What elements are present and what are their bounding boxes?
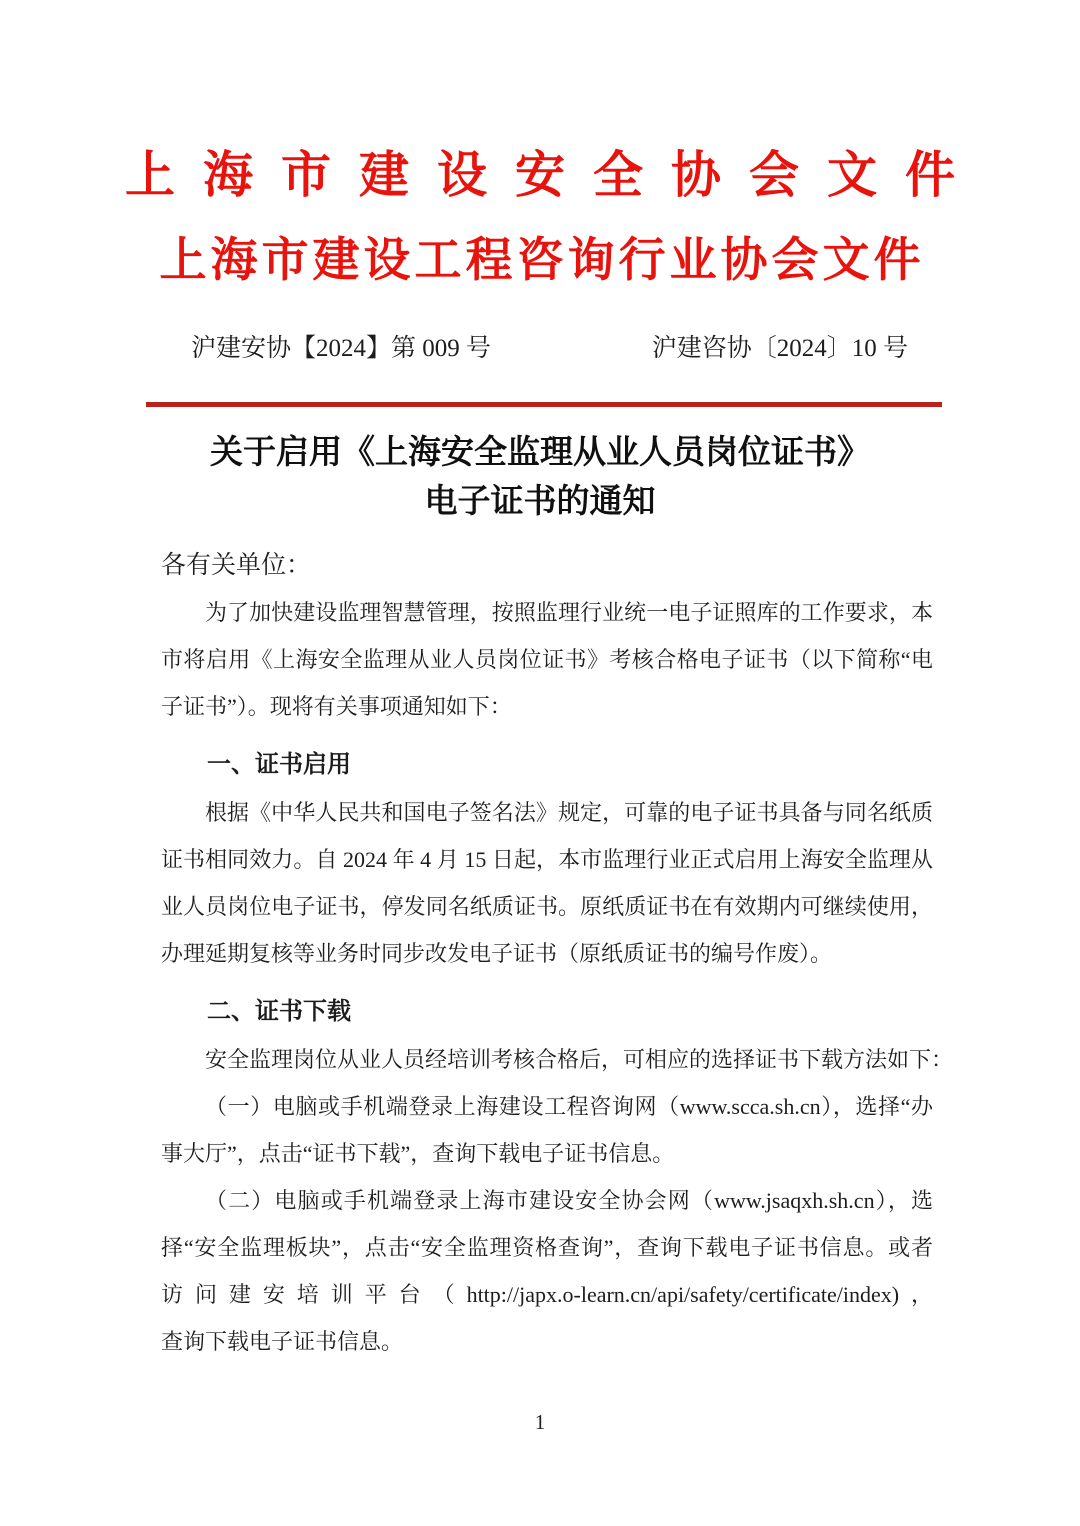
paragraph — [161, 1177, 933, 1365]
body-line: （二）电脑或手机端登录上海市建设安全协会网（www.jsaqxh.sh.cn），选 — [205, 1188, 933, 1213]
body-line: （一）电脑或手机端登录上海建设工程咨询网（www.scca.sh.cn），选择“办 — [205, 1094, 933, 1119]
paragraph — [161, 1036, 954, 1083]
body-line: 访问建安培训平台（http://japx.o-learn.cn/api/safety/certificate/index)， — [161, 1282, 933, 1307]
body-line: 择“安全监理板块”，点击“安全监理资格查询”，查询下载电子证书信息。或者 — [161, 1235, 933, 1260]
notice-title-line2: 电子证书的通知 — [424, 484, 656, 520]
doc-number-right: 沪建咨协〔2024〕10 号 — [651, 335, 908, 362]
paragraph — [161, 589, 933, 730]
body-line: 办理延期复核等业务时同步改发电子证书（原纸质证书的编号作废）。 — [161, 941, 833, 966]
body-line: 业人员岗位电子证书，停发同名纸质证书。原纸质证书在有效期内可继续使用， — [161, 894, 933, 919]
body-line: 安全监理岗位从业人员经培训考核合格后，可相应的选择证书下载方法如下： — [205, 1047, 954, 1072]
paragraph — [161, 789, 933, 977]
salutation — [161, 542, 933, 589]
red-divider-line — [146, 402, 942, 407]
section-heading — [161, 742, 933, 789]
paragraph — [161, 1083, 933, 1177]
body-line: 一、证书启用 — [207, 752, 351, 778]
body-line: 查询下载电子证书信息。 — [161, 1329, 404, 1354]
document-numbers-row — [191, 334, 908, 364]
notice-title-line1: 关于启用《上海安全监理从业人员岗位证书》 — [210, 435, 870, 471]
body-line: 二、证书下载 — [207, 999, 351, 1025]
section-heading — [161, 989, 933, 1036]
body-line: 市将启用《上海安全监理从业人员岗位证书》考核合格电子证书（以下简称“电 — [161, 647, 933, 672]
body-line: 事大厅”，点击“证书下载”，查询下载电子证书信息。 — [161, 1141, 675, 1166]
body-line: 子证书”）。现将有关事项通知如下： — [161, 694, 512, 719]
notice-body — [161, 542, 954, 1365]
org-title-line1: 上海市建设安全协会文件 — [125, 147, 983, 203]
org-title-line2: 上海市建设工程咨询行业协会文件 — [159, 233, 925, 286]
body-line: 为了加快建设监理智慧管理，按照监理行业统一电子证照库的工作要求，本 — [205, 600, 933, 625]
doc-number-left: 沪建安协【2024】第 009 号 — [191, 335, 492, 362]
body-line: 根据《中华人民共和国电子签名法》规定，可靠的电子证书具备与同名纸质 — [205, 800, 933, 825]
body-line: 各有关单位： — [161, 552, 312, 579]
page-number: 1 — [534, 1410, 546, 1434]
body-line: 证书相同效力。自 2024 年 4 月 15 日起，本市监理行业正式启用上海安全监理从 — [161, 847, 933, 872]
